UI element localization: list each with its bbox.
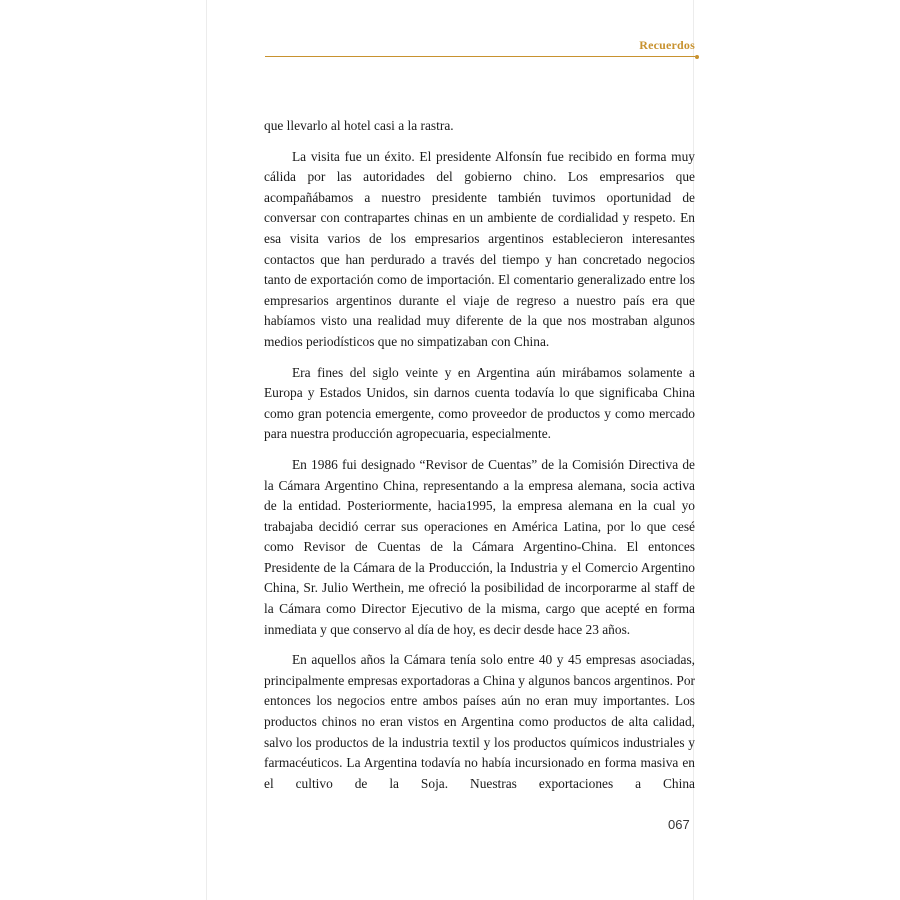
paragraph-continuation: que llevarlo al hotel casi a la rastra. <box>264 118 454 133</box>
paragraph: En aquellos años la Cámara tenía solo entre 40 y 45 empresas asociadas, principalmente empresas exportadoras a China y algunos bancos argentinos. Por entonces los negocios entre ambos países aún no eran muy importantes. Los productos chinos no eran vistos en Argentina como productos de alta calidad, salvo los productos de la industria textil y los productos químicos industriales y farmacéuticos. La Argentina todavía no había incursionado en forma masiva en el cultivo de la Soja. Nuestras exportaciones a China <box>264 652 695 791</box>
header-rule-ornament <box>695 55 699 59</box>
paragraph: En 1986 fui designado “Revisor de Cuentas” de la Comisión Directiva de la Cámara Argentino China, representando a la empresa alemana, socia activa de la entidad. Posteriormente, hacia1995, la empresa alemana en la cual yo trabajaba decidió cerrar sus operaciones en América Latina, por lo que cesé como Revisor de Cuentas de la Cámara Argentino-China. El entonces Presidente de la Cámara de la Producción, la Industria y el Comercio Argentino China, Sr. Julio Werthein, me ofreció la posibilidad de incorporarme al staff de la Cámara como Director Ejecutivo de la misma, cargo que acepté en forma inmediata y que conservo al día de hoy, es decir desde hace 23 años. <box>264 456 695 637</box>
paragraph: Era fines del siglo veinte y en Argentina aún mirábamos solamente a Europa y Estados Unidos, sin darnos cuenta todavía lo que significaba China como gran potencia emergente, como proveedor de productos y como mercado para nuestra producción agropecuaria, especialmente. <box>264 364 695 442</box>
paragraph: La visita fue un éxito. El presidente Alfonsín fue recibido en forma muy cálida por las autoridades del gobierno chino. Los empresarios que acompañábamos a nuestro presidente también tuvimos oportunidad de conversar con contrapartes chinas en un ambiente de cordialidad y respeto. En esa visita varios de los empresarios argentinos establecieron interesantes contactos que han perdurado a través del tiempo y han concretado negocios tanto de exportación como de importación. El comentario generalizado entre los empresarios argentinos durante el viaje de regreso a nuestro país era que habíamos visto una realidad muy diferente de la que nos mostraban algunos medios periodísticos que no simpatizaban con China. <box>264 148 695 349</box>
section-title: Recuerdos <box>639 38 695 52</box>
page-number: 067 <box>668 817 690 832</box>
body-text <box>264 116 695 804</box>
running-header <box>265 36 695 57</box>
